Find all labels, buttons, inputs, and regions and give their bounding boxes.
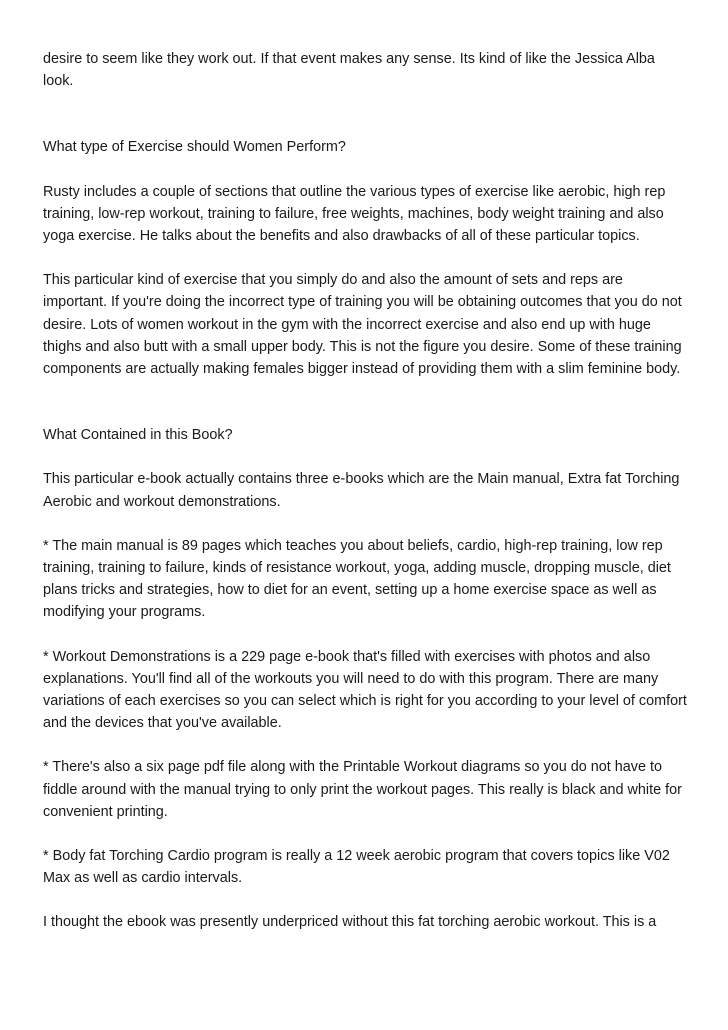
section-heading-book-contents: What Contained in this Book?: [43, 427, 233, 444]
intro-paragraph: desire to seem like they work out. If that event makes any sense. Its kind of like the Jessica Alba look.: [43, 51, 655, 90]
list-item-printable-workout: * There's also a six page pdf file along with the Printable Workout diagrams so you do not have to fiddle around with the manual trying to only print the workout pages. This really is black and white for convenient printing.: [43, 759, 682, 820]
paragraph-underpriced: I thought the ebook was presently underpriced without this fat torching aerobic workout. This is a: [43, 914, 657, 931]
section-heading-exercise-types: What type of Exercise should Women Perform?: [43, 139, 346, 156]
paragraph-exercise-sections: Rusty includes a couple of sections that outline the various types of exercise like aerobic, high rep training, low-rep workout, training to failure, free weights, machines, body weight training and also yoga exercise. He talks about the benefits and also drawbacks of all of these particular topics.: [43, 183, 666, 245]
paragraph-three-ebooks: This particular e-book actually contains three e-books which are the Main manual, Extra fat Torching Aerobic and workout demonstrations.: [43, 471, 680, 510]
list-item-workout-demonstrations: * Workout Demonstrations is a 229 page e-book that's filled with exercises with photos and also explanations. You'll find all of the workouts you will need to do with this program. There are many variations of each exercises so you can select which is right for you according to your level of comfort and the devices that you've available.: [43, 648, 687, 732]
document-page: [43, 48, 688, 956]
list-item-main-manual: * The main manual is 89 pages which teaches you about beliefs, cardio, high-rep training, low rep training, training to failure, kinds of resistance workout, yoga, adding muscle, dropping muscle, diet plans tricks and strategies, how to diet for an event, setting up a home exercise space as well as modifying your programs.: [43, 537, 671, 621]
list-item-cardio-program: * Body fat Torching Cardio program is really a 12 week aerobic program that covers topics like V02 Max as well as cardio intervals.: [43, 848, 670, 887]
paragraph-exercise-importance: This particular kind of exercise that you simply do and also the amount of sets and reps are important. If you're doing the incorrect type of training you will be obtaining outcomes that you do not desire. Lots of women workout in the gym with the incorrect exercise and also end up with huge thighs and also butt with a small upper body. This is not the figure you desire. Some of these training components are actually making females bigger instead of providing them with a slim feminine body.: [43, 272, 682, 378]
